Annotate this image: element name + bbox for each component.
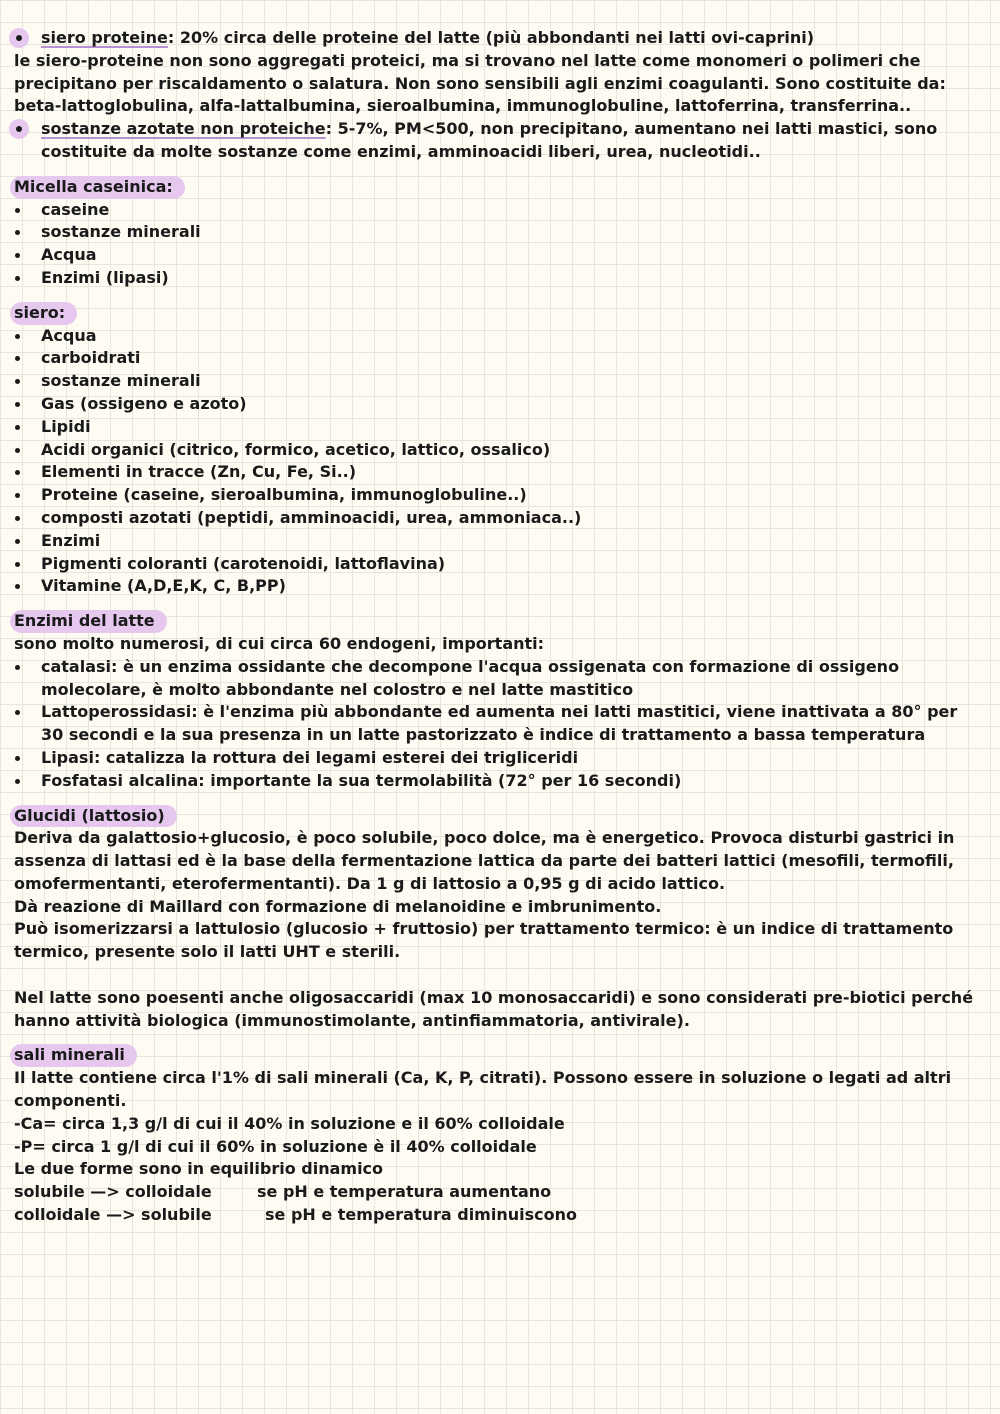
sali-phosphorus-line: -P= circa 1 g/l di cui il 60% in soluzione è il 40% colloidale (14, 1136, 537, 1156)
micella-heading: Micella caseinica: (10, 176, 185, 199)
enzimi-list (14, 656, 976, 793)
siero-proteine-item (14, 27, 976, 50)
sali-heading: sali minerali (10, 1044, 137, 1067)
list-item: Lattoperossidasi: è l'enzima più abbondante ed aumenta nei latti mastitici, viene inattivata a 80° per 30 secondi e la sua presenza in un latte pastorizzato è indice di trattamento a bassa temperatura (14, 701, 976, 747)
list-item: caseine (14, 199, 976, 222)
list-item: Lipasi: catalizza la rottura dei legami esterei dei trigliceridi (14, 747, 976, 770)
siero-heading: siero: (10, 302, 77, 325)
list-item: Enzimi (lipasi) (14, 267, 976, 290)
glucidi-heading: Glucidi (lattosio) (10, 805, 177, 828)
sali-paragraph: Il latte contiene circa l'1% di sali minerali (Ca, K, P, citrati). Possono essere in soluzione o legati ad altri componenti. (14, 1068, 952, 1111)
list-item: Acqua (14, 325, 976, 348)
list-item: sostanze minerali (14, 221, 976, 244)
notes-page (14, 27, 976, 1227)
list-item: Lipidi (14, 416, 976, 439)
equilibrium-direction: solubile —> colloidale (14, 1182, 212, 1202)
circle-bullet-icon (9, 119, 29, 139)
sali-calcium-line: -Ca= circa 1,3 g/l di cui il 40% in soluzione e il 60% colloidale (14, 1113, 565, 1133)
sostanze-azotate-term: sostanze azotate non proteiche (41, 119, 326, 139)
list-item: catalasi: è un enzima ossidante che decompone l'acqua ossigenata con formazione di ossigeno molecolare, è molto abbondante nel colostro e nel latte mastitico (14, 656, 976, 702)
list-item: Enzimi (14, 530, 976, 553)
equilibrium-direction: colloidale —> solubile (14, 1205, 212, 1225)
micella-list (14, 199, 976, 290)
list-item: Acidi organici (citrico, formico, acetico, lattico, ossalico) (14, 439, 976, 462)
list-item: Proteine (caseine, sieroalbumina, immunoglobuline..) (14, 484, 976, 507)
equilibrium-condition: se pH e temperatura diminuiscono (265, 1205, 577, 1225)
equilibrium-row (14, 1181, 976, 1204)
equilibrium-condition: se pH e temperatura aumentano (257, 1182, 552, 1202)
list-item: Elementi in tracce (Zn, Cu, Fe, Si..) (14, 461, 976, 484)
glucidi-paragraph: Nel latte sono poesenti anche oligosaccaridi (max 10 monosaccaridi) e sono considerati pre-biotici perché hanno attività biologica (immunostimolante, antinfiammatoria, antivirale). (14, 987, 974, 1030)
siero-proteine-description: le siero-proteine non sono aggregati proteici, ma si trovano nel latte come monomeri o polimeri che precipitano per riscaldamento o salatura. Non sono sensibili agli enzimi coagulanti. Sono costituite da: beta-lattoglobulina, alfa-lattalbumina, sieroalbumina, immunoglobuline, lattoferrina, transferrina.. (14, 50, 946, 116)
sostanze-azotate-text: : 5-7%, PM<500, non precipitano, aumentano nei latti mastici, sono costituite da molte sostanze come enzimi, amminoacidi liberi, urea, nucleotidi.. (41, 119, 938, 161)
list-item: Acqua (14, 244, 976, 267)
glucidi-paragraph: Può isomerizzarsi a lattulosio (glucosio + fruttosio) per trattamento termico: è un indice di trattamento termico, presente solo il latti UHT e sterili. (14, 919, 954, 962)
sostanze-azotate-item (14, 118, 976, 164)
glucidi-paragraph: Deriva da galattosio+glucosio, è poco solubile, poco dolce, ma è energetico. Provoca disturbi gastrici in assenza di lattasi ed è la base della fermentazione lattica da parte dei batteri lattici (mesofili, termofili, omofermentanti, eterofermentanti). Da 1 g di lattosio a 0,95 g di acido lattico. (14, 828, 955, 893)
list-item: Fosfatasi alcalina: importante la sua termolabilità (72° per 16 secondi) (14, 770, 976, 793)
glucidi-paragraph: Dà reazione di Maillard con formazione di melanoidine e imbrunimento. (14, 896, 662, 916)
list-item: Vitamine (A,D,E,K, C, B,PP) (14, 575, 976, 598)
enzimi-intro: sono molto numerosi, di cui circa 60 endogeni, importanti: (14, 633, 545, 653)
list-item: Pigmenti coloranti (carotenoidi, lattoflavina) (14, 553, 976, 576)
circle-bullet-icon (9, 28, 29, 48)
equilibrium-row (14, 1204, 976, 1227)
siero-list (14, 325, 976, 599)
enzimi-heading: Enzimi del latte (10, 610, 167, 633)
list-item: composti azotati (peptidi, amminoacidi, urea, ammoniaca..) (14, 507, 976, 530)
siero-proteine-term: siero proteine (41, 28, 168, 47)
list-item: carboidrati (14, 347, 976, 370)
list-item: sostanze minerali (14, 370, 976, 393)
siero-proteine-text: : 20% circa delle proteine del latte (più abbondanti nei latti ovi-caprini) (167, 28, 815, 47)
sali-equilibrium-line: Le due forme sono in equilibrio dinamico (14, 1159, 384, 1179)
list-item: Gas (ossigeno e azoto) (14, 393, 976, 416)
